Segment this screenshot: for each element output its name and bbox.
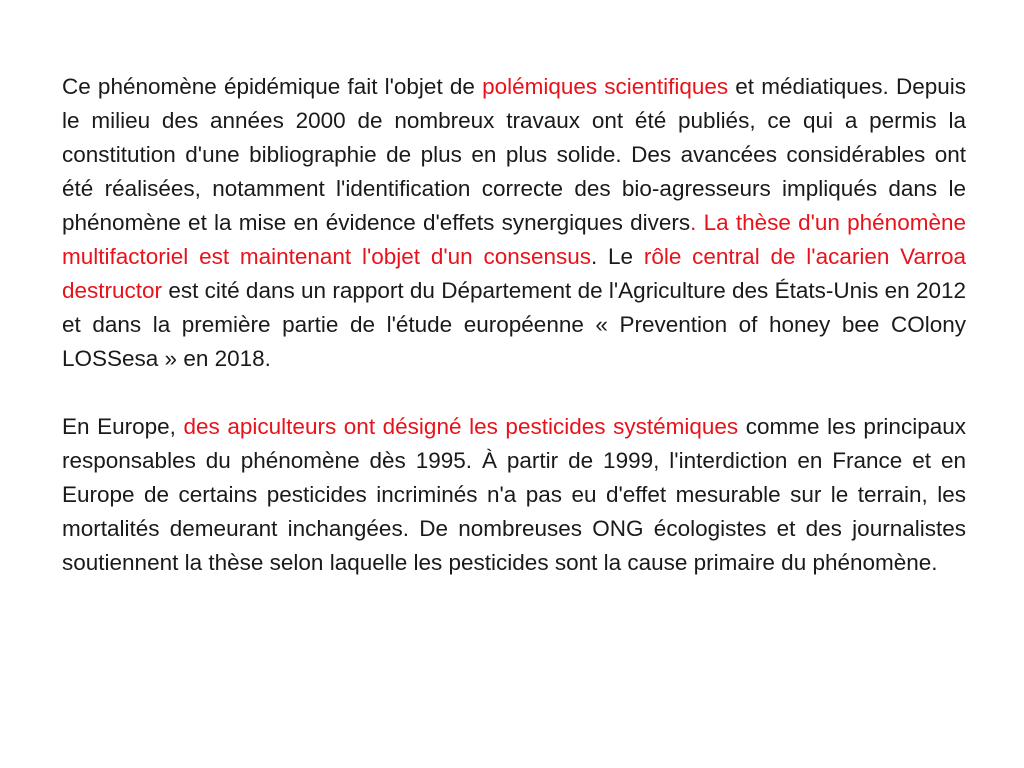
paragraph-1-text: est cité dans un rapport du Département de l'Agriculture des États-Unis en 2012 et dans la première partie de l'étude européenne « Prevention of honey bee COlony LOSSesa » en 2018. <box>62 278 966 371</box>
paragraph-2-text: En Europe, <box>62 414 184 439</box>
paragraph-2 <box>62 410 966 580</box>
paragraph-1 <box>62 70 966 376</box>
paragraph-1-text: et médiatiques. Depuis le milieu des années 2000 de nombreux travaux ont été publiés, ce qui a permis la constitution d'une bibliographie de plus en plus solide. Des avancées considérables ont été réalisées, notamment l'identification correcte des bio-agresseurs impliqués dans le phénomène et la mise en évidence d'effets synergiques divers <box>62 74 966 235</box>
paragraph-1-text: Ce phénomène épidémique fait l'objet de <box>62 74 483 99</box>
paragraph-1-text: . Le <box>591 244 644 269</box>
highlight-polemiques: polémiques scientifiques <box>482 74 729 99</box>
paragraph-2-text: comme les principaux responsables du phénomène dès 1995. À partir de 1999, l'interdiction en France et en Europe de certains pesticides incriminés n'a pas eu d'effet mesurable sur le terrain, les mortalités demeurant inchangées. De nombreuses ONG écologistes et des journalistes soutiennent la thèse selon laquelle les pesticides sont la cause primaire du phénomène. <box>62 414 966 575</box>
highlight-these-multifactorielle: . La thèse d'un phénomène multifactoriel est maintenant l'objet d'un consensus <box>62 210 966 269</box>
slide-body <box>62 70 966 614</box>
highlight-varroa: rôle central de l'acarien Varroa destructor <box>62 244 967 303</box>
highlight-pesticides-systemiques: des apiculteurs ont désigné les pesticides systémiques <box>183 414 739 439</box>
